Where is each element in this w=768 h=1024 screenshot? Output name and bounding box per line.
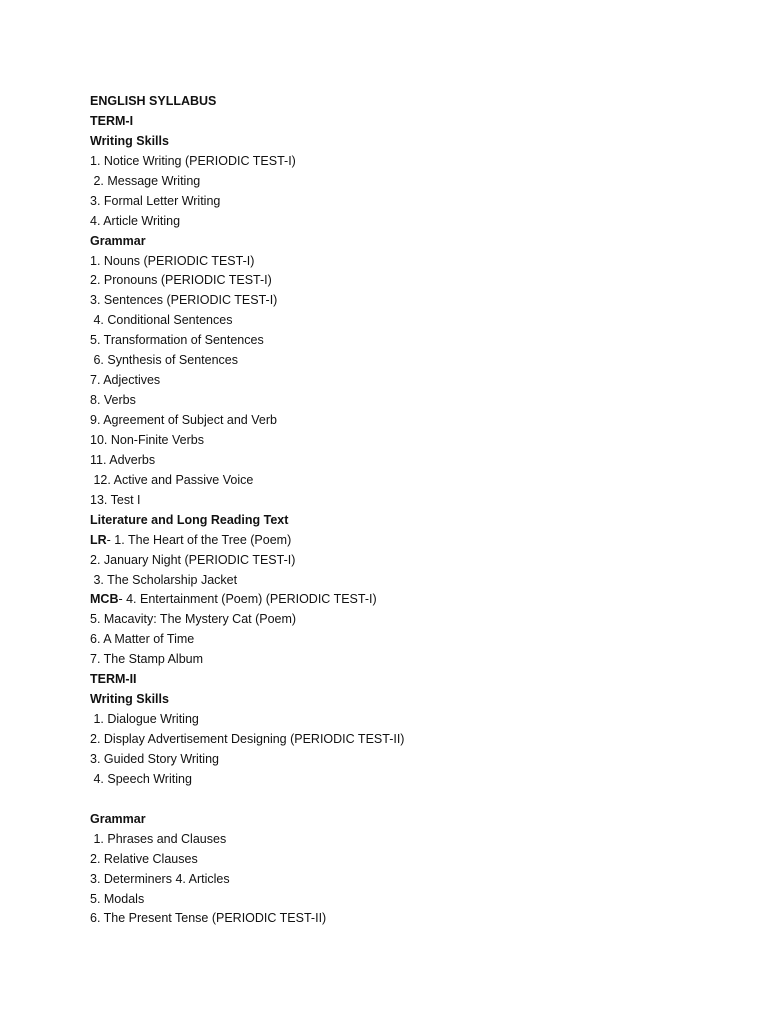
list-item: 3. Formal Letter Writing — [90, 193, 221, 208]
lr-prefix: LR — [90, 532, 107, 547]
list-item: 4. Speech Writing — [90, 771, 192, 786]
list-item-lr — [90, 531, 730, 551]
list-item: 7. Adjectives — [90, 373, 161, 388]
list-item: 2. Display Advertisement Designing (PERIODIC TEST-II) — [90, 732, 405, 746]
list-item: 10. Non-Finite Verbs — [90, 432, 204, 447]
list-item: 5. Transformation of Sentences — [90, 333, 264, 348]
list-item: 3. The Scholarship Jacket — [90, 572, 238, 587]
list-item: 9. Agreement of Subject and Verb — [90, 413, 277, 427]
list-item: 5. Modals — [90, 891, 145, 906]
list-item: 2. January Night (PERIODIC TEST-I) — [90, 552, 296, 567]
list-item: 6. Synthesis of Sentences — [90, 353, 239, 368]
term2-heading: TERM-II — [90, 672, 137, 687]
term1-writing-heading: Writing Skills — [90, 133, 169, 148]
list-item: 3. Sentences (PERIODIC TEST-I) — [90, 293, 278, 308]
list-item: 2. Relative Clauses — [90, 851, 198, 866]
list-item: 5. Macavity: The Mystery Cat (Poem) — [90, 612, 297, 627]
list-item: 12. Active and Passive Voice — [90, 472, 254, 487]
list-item: 6. The Present Tense (PERIODIC TEST-II) — [90, 911, 327, 926]
list-item: 8. Verbs — [90, 393, 136, 408]
mcb-prefix: MCB — [90, 592, 119, 607]
list-item: 3. Guided Story Writing — [90, 751, 219, 766]
list-item: 2. Message Writing — [90, 173, 201, 188]
list-item: 1. Phrases and Clauses — [90, 831, 227, 846]
term1-grammar-heading: Grammar — [90, 233, 146, 248]
list-item: 6. A Matter of Time — [90, 632, 195, 647]
list-item: 1. Notice Writing (PERIODIC TEST-I) — [90, 153, 296, 168]
blank-line — [90, 790, 730, 810]
lr-first-item: - 1. The Heart of the Tree (Poem) — [106, 532, 292, 547]
list-item: 7. The Stamp Album — [90, 652, 204, 667]
list-item: 13. Test I — [90, 492, 141, 507]
term1-literature-heading: Literature and Long Reading Text — [90, 512, 289, 527]
list-item: 11. Adverbs — [90, 452, 156, 467]
list-item: 4. Conditional Sentences — [90, 313, 233, 328]
document-title: ENGLISH SYLLABUS — [90, 94, 217, 108]
list-item-mcb — [90, 590, 730, 610]
list-item: 2. Pronouns (PERIODIC TEST-I) — [90, 273, 272, 288]
term2-writing-heading: Writing Skills — [90, 692, 169, 707]
syllabus-document — [90, 92, 730, 929]
list-item: 1. Dialogue Writing — [90, 712, 199, 727]
term1-heading: TERM-I — [90, 113, 134, 128]
list-item: 1. Nouns (PERIODIC TEST-I) — [90, 253, 255, 268]
list-item: 3. Determiners 4. Articles — [90, 871, 230, 886]
mcb-first-item: - 4. Entertainment (Poem) (PERIODIC TEST-I) — [118, 592, 377, 607]
list-item: 4. Article Writing — [90, 213, 181, 228]
term2-grammar-heading: Grammar — [90, 811, 146, 826]
